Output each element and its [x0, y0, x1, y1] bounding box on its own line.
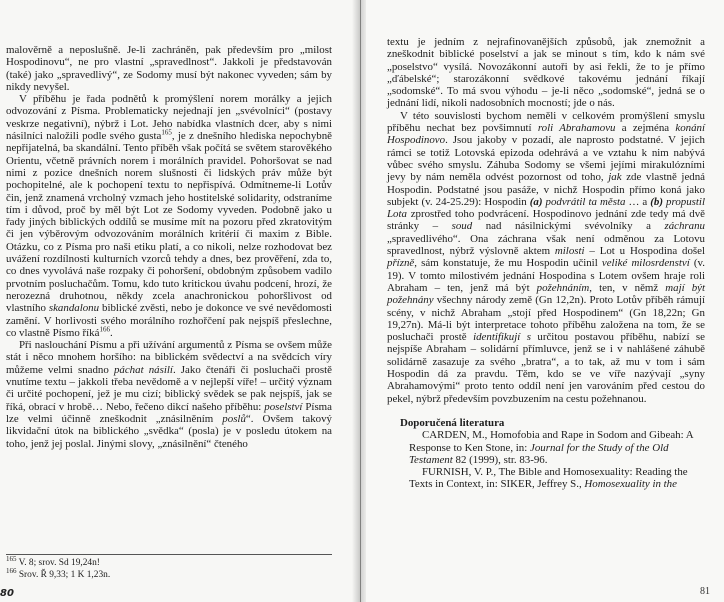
emphasis-text: záchranu [664, 220, 705, 233]
emphasis-text: konání Hospodinovo [387, 122, 706, 147]
literature-entry [387, 466, 705, 491]
text-run: malověrně a neposlušně. Je-li zachráněn, pak především pro „milost Hospodinovu“, ne pro vlastní „spravedlnost“. Jakkoli je představován (také) jako „spravedlivý“, ze Sodomy musí být nakonec vyveden; sám by nikdy nevyšel. [6, 44, 332, 93]
text-run: zde vlastně jedná Hospodin. Podstatné jsou pasáže, v nichž Hospodin přímo koná jako subjekt (v. 24-25.29): Hospodin [387, 171, 705, 208]
text-run: … a [625, 195, 651, 208]
emphasis-text: identifikují s [473, 331, 531, 344]
left-page-body [6, 44, 332, 450]
literature-entry [387, 429, 705, 466]
literature-heading: Doporučená literatura [400, 416, 505, 429]
emphasis-text: požehnáním [536, 281, 590, 294]
footnote [6, 554, 332, 570]
text-run: . [109, 326, 113, 339]
emphasis-text: páchat násilí [113, 363, 173, 376]
emphasis-text: soud [451, 220, 473, 233]
text-run: zprostřed toho podvrácení. Hospodinovo jednání zde tedy má dvě stránky – [387, 208, 705, 233]
text-run: textu je jedním z nejrafinovanějších způsobů, jak znemožnit a zneškodnit biblické poselství a jak se minout s tím, kdo k nám své „poselstvo“ vysílá. Novozákonní autoři by asi řekli, že to je přímo „ďábelské“; starozákonní svědkové takovému jednání říkají „sodomské“. To má svou výhodu – je-li něco „sodomské“, jedná se o jednání lidí, nikoli nadosobních mocností; jde o nás. [387, 36, 705, 110]
text-run: 82 (1999), str. 83-96. [452, 453, 548, 466]
text-run: V této souvislosti bychom neměli v celkovém promýšlení smyslu příběhu nechat bez povšimnutí [387, 109, 705, 135]
text-run: určitou postavou příběhu, nabízí se nejspíše Abraham – solidární přímluvce, jenž se i v nahlášené záhubě solidárně zasazuje za svého „bratra“, a to tak, až mu v tom i sám Hospodin dá za pravdu. Těm, kdo se ve víře nazývají „syny Abrahamovými“ proto tento oddíl není jen varováním před cestou do pekel, nýbrž především povzbuzením na cestu požehnanou. [387, 331, 705, 405]
text-run: V příběhu je řada podnětů k promýšlení norem morálky a jejich odvozování z Písma. Problematicky nejednají jen „svévolníci“ (postavy veskrze negativní), nýbrž i Lot. Jeho nabídka vlastních dcer, aby s nimi násilníci naložili podle svého gusta [6, 93, 332, 143]
text-run: a zejména [615, 122, 676, 135]
footnote [6, 566, 332, 582]
emphasis-text: (a) [529, 195, 543, 208]
right-page-body [387, 36, 705, 491]
emphasis-text: poselství [264, 400, 303, 413]
emphasis-text: přízně [387, 257, 415, 270]
right-page-number: 81 [700, 586, 710, 597]
text-run: CARDEN, M., Homofobia and Rape in Sodom and Gibeah: A Response to Ken Stone, in: [409, 429, 694, 454]
text-run: . Jako čtenáři či posluchači prostě vnutíme textu – jakkoli třeba nevědomě a v nejlepší víře! – určitý význam či určité pochopení, jež je mu cizí; biblický svědek se pak nejspíš, jak se říká, obrací v hrobě… Nebo, řečeno dikcí našeho příběhu: [6, 363, 332, 413]
text-run: , sám konstatuje, že mu Hospodin učinil [414, 257, 602, 270]
emphasis-text: roli Abrahamovu [537, 122, 616, 135]
footnote-number: 165 [6, 554, 17, 563]
text-run: „spravedlivého“. Ona záchrana však není odměnou za Lotovu spravedlnost, nýbrž výslovně aktem [387, 232, 705, 258]
footnote-ref[interactable]: 165 [161, 128, 172, 137]
emphasis-text: jak [608, 171, 622, 184]
text-run: . Jsou jakoby v pozadí, ale naprosto podstatné. V jejich rámci se totiž Lotovská epizoda odehrává a ve vztahu k nim nabývá vůbec svého smyslu. Záhuba Sodomy se všemi jejími mirakulózními jevy by nám neměla odvést pozornost od toho, [387, 134, 705, 184]
body-paragraph [6, 93, 332, 339]
section-spacer [387, 405, 705, 417]
text-run: (v. 19). V tomto milostivém jednání Hospodina s Lotem ovšem hraje roli Abraham – ten, jenž má být [387, 257, 705, 294]
text-run: FURNISH, V. P., The Bible and Homosexuality: Reading the Texts in Context, in: SIKER, Jeffrey S., [409, 466, 688, 491]
emphasis-text: propustil Lota [387, 195, 705, 221]
emphasis-text: milosti [554, 245, 585, 258]
text-run: Při naslouchání Písmu a při užívání argumentů z Písma se ovšem může stát i něco mnohem horšího: na biblickém svědectví a na svědcích víry můžeme velmi snadno [6, 339, 332, 376]
emphasis-text: veliké milosrdenství [601, 257, 690, 270]
body-paragraph [387, 36, 705, 110]
left-page-number: 80 [0, 588, 14, 599]
emphasis-text: poslů [222, 412, 246, 425]
text-run: biblické zvěsti, nebo je dokonce ve své nevědomosti zamění. V horlivosti svého morálního rozhořčení pak nejspíš přeslechne, co vlastně Písmo říká [6, 302, 332, 339]
body-paragraph [6, 339, 332, 450]
footnote-text: Srov. Ř 9,33; 1 K 1,23n. [16, 569, 111, 580]
footnote-text: V. 8; srov. Sd 19,24n! [16, 558, 100, 568]
emphasis-text: Journal for the Study of the Old Testament [409, 441, 669, 466]
emphasis-text: (b) [650, 195, 663, 208]
emphasis-text: Homosexuality in the [584, 478, 677, 491]
emphasis-text: skandalonu [48, 302, 100, 315]
text-run: , ten, v němž [589, 281, 666, 294]
footnotes [6, 554, 332, 581]
text-run: Písma lze velmi účinně zneškodnit „znásilněním [6, 400, 332, 425]
emphasis-text: mají být požehnány [387, 281, 705, 307]
left-page [0, 0, 361, 602]
emphasis-text: podvrátil ta města [545, 195, 626, 208]
text-run: – Lot u Hospodina došel [584, 245, 705, 258]
right-page [361, 0, 724, 602]
text-run: , je z dnešního hlediska nepochybně nepřijatelná, ba skandální. Tento příběh však počítá se světem starověkého Orientu, včetně právních norem i morálních pravidel. Pohoršovat se nad nimi z pozice dnešních norem slušnosti či lidských práv může být pochopitelné, ale k pochopení textu to nepřispívá. Odmítneme-li Lotův čin, jenž znamená vrcholný vzmach jeho hostitelské solidarity, odstraníme tím i důvod, proč by měl být Lot ze Sodomy vyveden. Podobně jako u řady jiných biblických oddílů se musíme mít na pozoru před zkratovitým či jen výběrovým odvozováním morálních kritérií či maxim z Bible. Otázku, co z Písma pro naši etiku platí, a co nikoli, nelze rozhodovat bez uvážení rozdílnosti kulturních vzorců tehdy a dnes, bez prověření, zda to, co dnes vyvolává naše rozpaky či pohoršení, obdobným způsobem vadilo prvotním posluchačům. Tomu, kdo tuto kritickou úvahu podcení, hrozí, že nerozezná druhotnou, někdy zcela anachronickou pohoršlivost od vlastního [6, 130, 333, 315]
body-paragraph [387, 110, 705, 405]
body-paragraph [6, 44, 332, 93]
book-gutter [352, 0, 366, 602]
text-run: nad násilnickými svévolníky a [472, 220, 665, 233]
text-run: “. Ovšem takový likvidační útok na biblického „svědka“ (posla) je v posledu útokem na toho, jenž jej poslal. Jinými slovy, „znásilnění“ čteného [6, 412, 333, 450]
footnote-ref[interactable]: 166 [99, 325, 110, 334]
text-run: všechny národy země (Gn 12,2n). Proto Lotův příběh rámují scény, v nichž Abraham „stojí před Hospodinem“ (Gn 18,22n; Gn 19,27n). Má-li být interpretace tohoto příběhu založena na tom, že se posluchači prostě [387, 294, 705, 344]
footnote-number: 166 [6, 566, 17, 575]
